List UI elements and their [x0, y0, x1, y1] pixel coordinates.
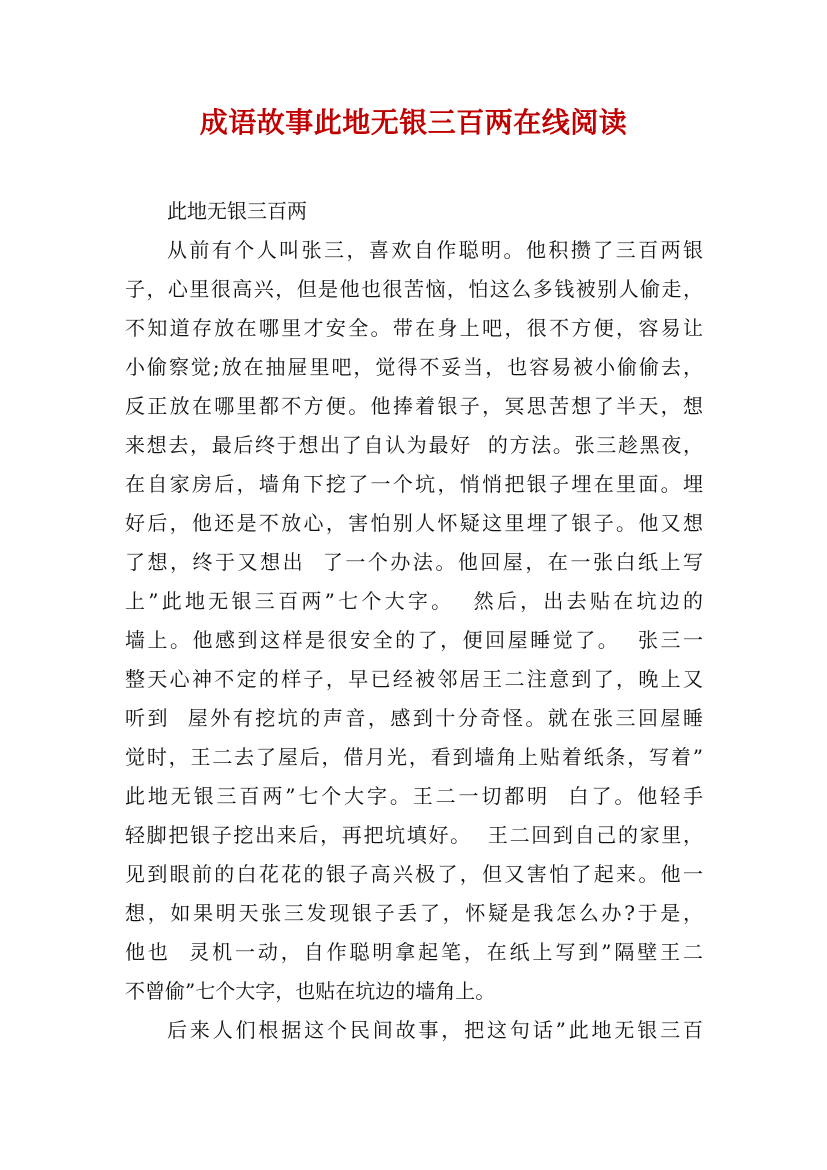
paragraph-line: 整天心神不定的样子，早已经被邻居王二注意到了，晚上又: [125, 667, 703, 691]
paragraph-line: 小偷察觉;放在抽屉里吧，觉得不妥当，也容易被小偷偷去，: [125, 355, 703, 379]
paragraph-line: 见到眼前的白花花的银子高兴极了，但又害怕了起来。他一: [125, 862, 703, 886]
story-subheading: 此地无银三百两: [167, 199, 307, 223]
paragraph-line: 此地无银三百两”七个大字。王二一切都明 白了。他轻手: [125, 784, 703, 808]
paragraph-line: 好后，他还是不放心，害怕别人怀疑这里埋了银子。他又想: [125, 511, 703, 535]
paragraph-line: 觉时，王二去了屋后，借月光，看到墙角上贴着纸条，写着”: [125, 745, 703, 769]
paragraph-line: 他也 灵机一动，自作聪明拿起笔，在纸上写到”隔壁王二: [125, 940, 703, 964]
paragraph-line: 听到 屋外有挖坑的声音，感到十分奇怪。就在张三回屋睡: [125, 706, 703, 730]
paragraph-line: 了想，终于又想出 了一个办法。他回屋，在一张白纸上写: [125, 550, 703, 574]
paragraph-line: 不知道存放在哪里才安全。带在身上吧，很不方便，容易让: [125, 316, 703, 340]
document-title: 成语故事此地无银三百两在线阅读: [199, 106, 628, 139]
paragraph-line: 上”此地无银三百两”七个大字。 然后，出去贴在坑边的: [125, 589, 703, 613]
paragraph-line: 轻脚把银子挖出来后，再把坑填好。 王二回到自己的家里，: [125, 823, 703, 847]
paragraph-line: 来想去，最后终于想出了自认为最好 的方法。张三趁黑夜，: [125, 433, 703, 457]
paragraph-line: 子，心里很高兴，但是他也很苦恼，怕这么多钱被别人偷走，: [125, 277, 703, 301]
paragraph-line: 后来人们根据这个民间故事，把这句话”此地无银三百: [167, 1018, 703, 1042]
paragraph-line: 从前有个人叫张三，喜欢自作聪明。他积攒了三百两银: [167, 238, 703, 262]
paragraph-line: 想，如果明天张三发现银子丢了，怀疑是我怎么办?于是，: [125, 901, 703, 925]
paragraph-line: 不曾偷”七个大字，也贴在坑边的墙角上。: [125, 979, 496, 1003]
paragraph-line: 在自家房后，墙角下挖了一个坑，悄悄把银子埋在里面。埋: [125, 472, 703, 496]
paragraph-line: 反正放在哪里都不方便。他捧着银子，冥思苦想了半天，想: [125, 394, 703, 418]
paragraph-line: 墙上。他感到这样是很安全的了，便回屋睡觉了。 张三一: [125, 628, 703, 652]
document-body: [125, 192, 703, 1050]
